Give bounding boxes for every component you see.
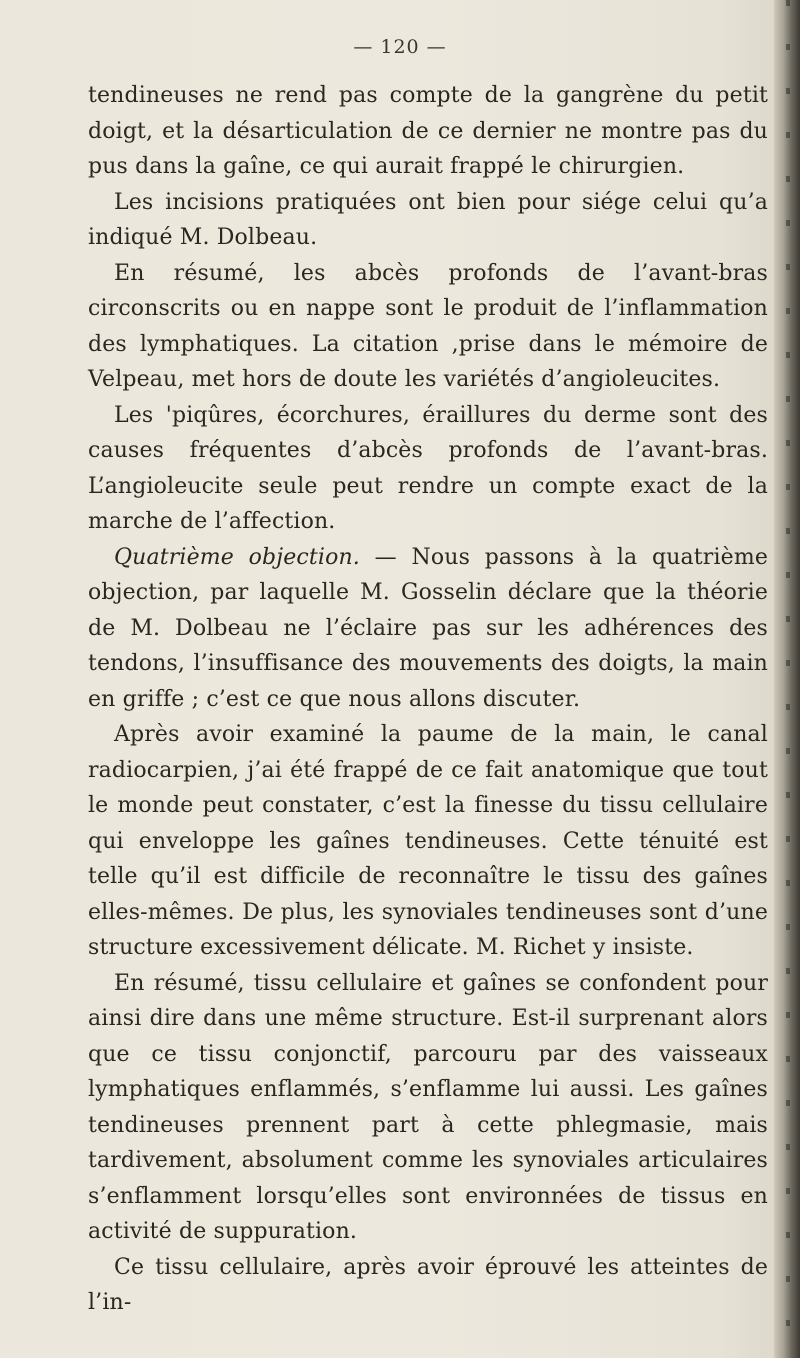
- paragraph-5: [88, 540, 768, 718]
- paragraph-6: Après avoir examiné la paume de la main, le canal radiocarpien, j’ai été frappé de ce fait anatomique que tout le monde peut constater, c’est la finesse du tissu cellulaire qui enveloppe les gaînes tendineuses. Cette ténuité est telle qu’il est difficile de reconnaître le tissu des gaînes elles-mêmes. De plus, les synoviales tendineuses sont d’une structure excessivement délicate. M. Richet y insiste.: [88, 722, 768, 960]
- page-number: — 120 —: [353, 36, 447, 58]
- objection-heading: Quatrième objection.: [114, 544, 360, 570]
- paragraph-1: tendineuses ne rend pas compte de la gangrène du petit doigt, et la désarticulation de ce dernier ne montre pas du pus dans la gaîne, ce qui aurait frappé le chirurgien.: [88, 83, 768, 179]
- paragraph-8: Ce tissu cellulaire, après avoir éprouvé les atteintes de l’in-: [88, 1254, 768, 1315]
- paragraph-3: En résumé, les abcès profonds de l’avant-bras circonscrits ou en nappe sont le produit de l’inflammation des lymphatiques. La citation ,prise dans le mémoire de Velpeau, met hors de doute les variétés d’angioleucites.: [88, 260, 768, 392]
- paragraph-7: En résumé, tissu cellulaire et gaînes se confondent pour ainsi dire dans une même structure. Est-il surprenant alors que ce tissu conjonctif, parcouru par des vaisseaux lymphatiques enflammés, s’enflamme lui aussi. Les gaînes tendineuses prennent part à cette phlegmasie, mais tardivement, absolument comme les synoviales articulaires s’enflamment lorsqu’elles sont environnées de tissus en activité de suppuration.: [88, 970, 768, 1244]
- paragraph-4: Les 'piqûres, écorchures, éraillures du derme sont des causes fréquentes d’abcès profonds de l’avant-bras. L’angioleucite seule peut rendre un compte exact de la marche de l’affection.: [88, 402, 768, 534]
- body-text: [88, 78, 768, 1321]
- paragraph-2: Les incisions pratiquées ont bien pour siége celui qu’a indiqué M. Dolbeau.: [88, 189, 768, 250]
- paragraph-5-text: — Nous passons à la quatrième objection, par laquelle M. Gosselin déclare que la théorie de M. Dolbeau ne l’éclaire pas sur les adhérences des tendons, l’insuffisance des mouvements des doigts, la main en griffe ; c’est ce que nous allons discuter.: [88, 544, 769, 712]
- binding-marks: [786, 0, 790, 1358]
